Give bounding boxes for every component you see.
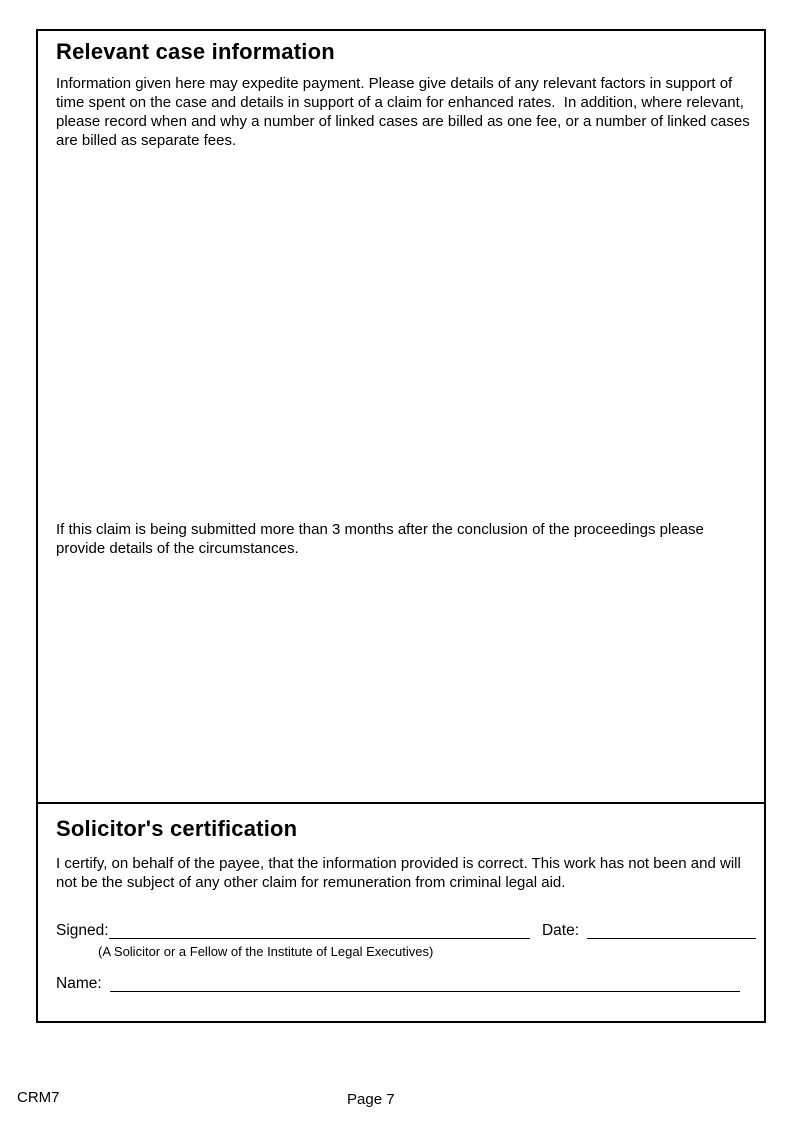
case-information-instructions: Information given here may expedite payment. Please give details of any relevant factors in support of time spent on the case and details in support of a claim for enhanced rates. In addition, where relevant, please record when and why a number of linked cases are billed as one fee, or a number of linked cases are billed as separate fees. bbox=[56, 75, 754, 149]
solicitors-certification-title: Solicitor's certification bbox=[56, 816, 298, 841]
solicitors-certification-section bbox=[38, 802, 764, 1021]
date-label: Date: bbox=[541, 922, 580, 939]
date-field[interactable] bbox=[587, 923, 756, 939]
late-claim-writing-area[interactable] bbox=[42, 579, 760, 797]
signed-field[interactable] bbox=[109, 923, 530, 939]
signed-hint: (A Solicitor or a Fellow of the Institute of Legal Executives) bbox=[98, 944, 434, 959]
name-row bbox=[56, 975, 756, 992]
case-details-writing-area[interactable] bbox=[42, 181, 760, 513]
name-label: Name: bbox=[56, 975, 102, 992]
relevant-case-information-section bbox=[38, 31, 764, 802]
late-claim-instructions: If this claim is being submitted more than 3 months after the conclusion of the proceedings please provide details of the circumstances. bbox=[56, 521, 709, 557]
relevant-case-information-title: Relevant case information bbox=[56, 39, 335, 64]
crm7-form-page-box bbox=[36, 29, 766, 1023]
signed-date-row bbox=[56, 922, 756, 939]
page-number: Page 7 bbox=[347, 1091, 395, 1108]
certification-statement: I certify, on behalf of the payee, that the information provided is correct. This work has not been and will not be the subject of any other claim for remuneration from criminal legal aid. bbox=[56, 855, 745, 891]
form-code: CRM7 bbox=[17, 1089, 60, 1106]
name-field[interactable] bbox=[110, 976, 740, 992]
signed-label: Signed: bbox=[56, 922, 109, 939]
